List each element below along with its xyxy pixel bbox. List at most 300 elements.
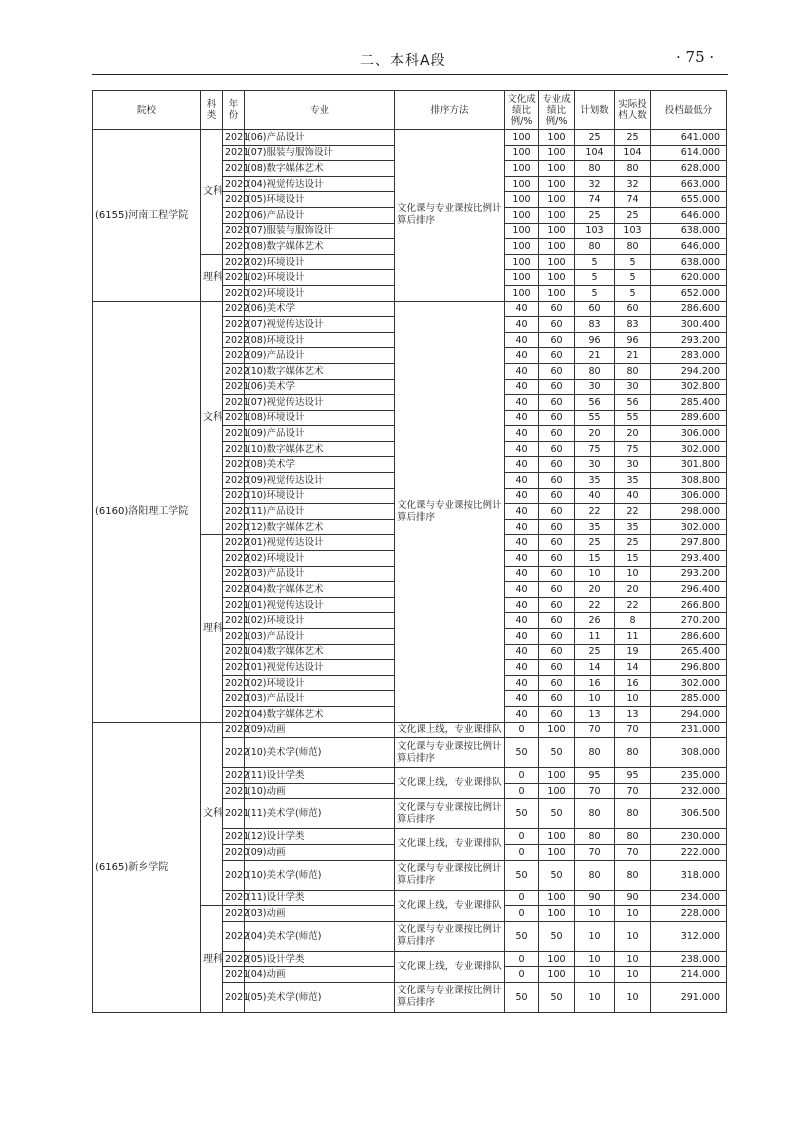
major-ratio: 60 [539, 301, 575, 317]
major-cell: (08)环境设计 [245, 332, 395, 348]
major-ratio: 100 [539, 145, 575, 161]
major-cell: (11)设计学类 [245, 890, 395, 906]
subject-category: 文科 [201, 722, 223, 906]
plan-count: 70 [575, 844, 615, 860]
plan-count: 11 [575, 629, 615, 645]
year-cell: 2022 [223, 348, 245, 364]
admitted-count: 25 [615, 207, 651, 223]
major-cell: (02)环境设计 [245, 613, 395, 629]
culture-ratio: 40 [505, 675, 539, 691]
min-score: 270.200 [651, 613, 727, 629]
culture-ratio: 100 [505, 285, 539, 301]
year-cell: 2021 [223, 441, 245, 457]
plan-count: 40 [575, 488, 615, 504]
year-cell: 2020 [223, 176, 245, 192]
min-score: 663.000 [651, 176, 727, 192]
major-cell: (07)视觉传达设计 [245, 317, 395, 333]
admitted-count: 70 [615, 722, 651, 738]
min-score: 293.200 [651, 332, 727, 348]
culture-ratio: 100 [505, 176, 539, 192]
admitted-count: 80 [615, 829, 651, 845]
admitted-count: 13 [615, 706, 651, 722]
min-score: 628.000 [651, 161, 727, 177]
culture-ratio: 0 [505, 783, 539, 799]
year-cell: 2022 [223, 551, 245, 567]
plan-count: 10 [575, 906, 615, 922]
min-score: 294.000 [651, 706, 727, 722]
plan-count: 83 [575, 317, 615, 333]
major-cell: (03)动画 [245, 906, 395, 922]
culture-ratio: 40 [505, 551, 539, 567]
culture-ratio: 100 [505, 239, 539, 255]
min-score: 265.400 [651, 644, 727, 660]
year-cell: 2020 [223, 706, 245, 722]
section-title: 二、本科A段 [360, 53, 446, 69]
plan-count: 75 [575, 441, 615, 457]
plan-count: 26 [575, 613, 615, 629]
major-ratio: 60 [539, 644, 575, 660]
major-ratio: 100 [539, 207, 575, 223]
plan-count: 80 [575, 363, 615, 379]
culture-ratio: 40 [505, 566, 539, 582]
plan-count: 70 [575, 783, 615, 799]
major-cell: (05)美术学(师范) [245, 982, 395, 1012]
culture-ratio: 40 [505, 348, 539, 364]
culture-ratio: 50 [505, 860, 539, 890]
year-cell: 2020 [223, 504, 245, 520]
admitted-count: 10 [615, 921, 651, 951]
plan-count: 80 [575, 799, 615, 829]
plan-count: 60 [575, 301, 615, 317]
min-score: 293.400 [651, 551, 727, 567]
culture-ratio: 50 [505, 921, 539, 951]
culture-ratio: 0 [505, 722, 539, 738]
admitted-count: 35 [615, 473, 651, 489]
admission-table [92, 90, 727, 1013]
min-score: 298.000 [651, 504, 727, 520]
admitted-count: 35 [615, 519, 651, 535]
major-ratio: 100 [539, 239, 575, 255]
admitted-count: 16 [615, 675, 651, 691]
culture-ratio: 0 [505, 906, 539, 922]
major-cell: (11)美术学(师范) [245, 799, 395, 829]
culture-ratio: 40 [505, 426, 539, 442]
admitted-count: 10 [615, 691, 651, 707]
culture-ratio: 40 [505, 644, 539, 660]
major-ratio: 60 [539, 691, 575, 707]
plan-count: 5 [575, 285, 615, 301]
school-name: (6160)洛阳理工学院 [93, 301, 201, 722]
min-score: 302.000 [651, 441, 727, 457]
admitted-count: 55 [615, 410, 651, 426]
admitted-count: 74 [615, 192, 651, 208]
major-cell: (10)数字媒体艺术 [245, 441, 395, 457]
sort-method: 文化课与专业课按比例计算后排序 [395, 860, 505, 890]
major-ratio: 60 [539, 395, 575, 411]
major-cell: (08)美术学 [245, 457, 395, 473]
admitted-count: 30 [615, 457, 651, 473]
major-ratio: 100 [539, 844, 575, 860]
plan-count: 14 [575, 660, 615, 676]
culture-ratio: 100 [505, 192, 539, 208]
admitted-count: 70 [615, 783, 651, 799]
major-ratio: 60 [539, 597, 575, 613]
major-cell: (03)产品设计 [245, 691, 395, 707]
culture-ratio: 40 [505, 597, 539, 613]
major-ratio: 60 [539, 551, 575, 567]
subject-category: 文科 [201, 301, 223, 535]
sort-method: 文化课与专业课按比例计算后排序 [395, 130, 505, 302]
min-score: 638.000 [651, 254, 727, 270]
admitted-count: 30 [615, 379, 651, 395]
admitted-count: 25 [615, 535, 651, 551]
year-cell: 2020 [223, 207, 245, 223]
admitted-count: 5 [615, 285, 651, 301]
culture-ratio: 40 [505, 317, 539, 333]
culture-ratio: 40 [505, 395, 539, 411]
year-cell: 2022 [223, 317, 245, 333]
major-ratio: 100 [539, 130, 575, 146]
major-ratio: 100 [539, 906, 575, 922]
major-cell: (02)环境设计 [245, 285, 395, 301]
major-cell: (01)视觉传达设计 [245, 597, 395, 613]
culture-ratio: 40 [505, 441, 539, 457]
culture-ratio: 100 [505, 207, 539, 223]
admitted-count: 21 [615, 348, 651, 364]
culture-ratio: 100 [505, 130, 539, 146]
plan-count: 35 [575, 473, 615, 489]
year-cell: 2021 [223, 613, 245, 629]
year-cell: 2020 [223, 660, 245, 676]
min-score: 306.000 [651, 488, 727, 504]
culture-ratio: 40 [505, 519, 539, 535]
table-header-row [93, 91, 727, 130]
major-cell: (07)服装与服饰设计 [245, 145, 395, 161]
min-score: 641.000 [651, 130, 727, 146]
culture-ratio: 100 [505, 254, 539, 270]
plan-count: 13 [575, 706, 615, 722]
major-cell: (06)美术学 [245, 301, 395, 317]
min-score: 222.000 [651, 844, 727, 860]
sort-method: 文化课与专业课按比例计算后排序 [395, 982, 505, 1012]
major-cell: (09)动画 [245, 844, 395, 860]
sort-method: 文化课与专业课按比例计算后排序 [395, 301, 505, 722]
year-cell: 2021 [223, 982, 245, 1012]
sort-method: 文化课上线，专业课排队 [395, 722, 505, 738]
plan-count: 10 [575, 951, 615, 967]
culture-ratio: 40 [505, 691, 539, 707]
min-score: 308.800 [651, 473, 727, 489]
admitted-count: 14 [615, 660, 651, 676]
major-ratio: 50 [539, 860, 575, 890]
year-cell: 2022 [223, 768, 245, 784]
sort-method: 文化课与专业课按比例计算后排序 [395, 921, 505, 951]
major-ratio: 60 [539, 363, 575, 379]
major-ratio: 100 [539, 829, 575, 845]
major-cell: (04)数字媒体艺术 [245, 644, 395, 660]
culture-ratio: 40 [505, 301, 539, 317]
plan-count: 20 [575, 426, 615, 442]
min-score: 652.000 [651, 285, 727, 301]
major-cell: (09)产品设计 [245, 348, 395, 364]
min-score: 293.200 [651, 566, 727, 582]
year-cell: 2021 [223, 379, 245, 395]
plan-count: 80 [575, 829, 615, 845]
major-cell: (03)产品设计 [245, 566, 395, 582]
plan-count: 10 [575, 691, 615, 707]
table-row [93, 301, 727, 317]
major-ratio: 60 [539, 519, 575, 535]
admitted-count: 56 [615, 395, 651, 411]
sort-method: 文化课上线，专业课排队 [395, 829, 505, 860]
major-ratio: 60 [539, 473, 575, 489]
major-cell: (06)产品设计 [245, 130, 395, 146]
admitted-count: 70 [615, 844, 651, 860]
admitted-count: 10 [615, 951, 651, 967]
major-ratio: 100 [539, 951, 575, 967]
culture-ratio: 40 [505, 582, 539, 598]
min-score: 286.600 [651, 629, 727, 645]
year-cell: 2022 [223, 582, 245, 598]
min-score: 655.000 [651, 192, 727, 208]
plan-count: 25 [575, 130, 615, 146]
culture-ratio: 100 [505, 161, 539, 177]
major-cell: (07)服装与服饰设计 [245, 223, 395, 239]
culture-ratio: 100 [505, 145, 539, 161]
major-cell: (06)美术学 [245, 379, 395, 395]
sort-method: 文化课上线，专业课排队 [395, 890, 505, 921]
admitted-count: 83 [615, 317, 651, 333]
min-score: 301.800 [651, 457, 727, 473]
min-score: 228.000 [651, 906, 727, 922]
major-cell: (04)数字媒体艺术 [245, 582, 395, 598]
year-cell: 2021 [223, 426, 245, 442]
column-header: 排序方法 [395, 91, 505, 130]
major-cell: (02)环境设计 [245, 551, 395, 567]
year-cell: 2021 [223, 783, 245, 799]
major-ratio: 50 [539, 738, 575, 768]
major-cell: (05)环境设计 [245, 192, 395, 208]
major-cell: (10)数字媒体艺术 [245, 363, 395, 379]
min-score: 306.000 [651, 426, 727, 442]
school-name: (6155)河南工程学院 [93, 130, 201, 302]
admitted-count: 15 [615, 551, 651, 567]
year-cell: 2022 [223, 301, 245, 317]
admitted-count: 19 [615, 644, 651, 660]
major-cell: (10)动画 [245, 783, 395, 799]
min-score: 308.000 [651, 738, 727, 768]
min-score: 296.400 [651, 582, 727, 598]
major-ratio: 60 [539, 348, 575, 364]
min-score: 238.000 [651, 951, 727, 967]
culture-ratio: 50 [505, 738, 539, 768]
plan-count: 96 [575, 332, 615, 348]
admitted-count: 22 [615, 504, 651, 520]
column-header: 计划数 [575, 91, 615, 130]
major-ratio: 60 [539, 410, 575, 426]
major-ratio: 100 [539, 254, 575, 270]
major-cell: (09)动画 [245, 722, 395, 738]
plan-count: 103 [575, 223, 615, 239]
plan-count: 55 [575, 410, 615, 426]
major-cell: (10)美术学(师范) [245, 738, 395, 768]
major-cell: (09)视觉传达设计 [245, 473, 395, 489]
year-cell: 2020 [223, 519, 245, 535]
culture-ratio: 0 [505, 890, 539, 906]
table-row [93, 130, 727, 146]
plan-count: 80 [575, 161, 615, 177]
major-ratio: 60 [539, 504, 575, 520]
major-ratio: 60 [539, 566, 575, 582]
major-cell: (07)视觉传达设计 [245, 395, 395, 411]
plan-count: 21 [575, 348, 615, 364]
major-ratio: 60 [539, 426, 575, 442]
culture-ratio: 40 [505, 504, 539, 520]
culture-ratio: 40 [505, 660, 539, 676]
culture-ratio: 0 [505, 844, 539, 860]
major-ratio: 100 [539, 722, 575, 738]
plan-count: 104 [575, 145, 615, 161]
year-cell: 2020 [223, 239, 245, 255]
sort-method: 文化课与专业课按比例计算后排序 [395, 799, 505, 829]
year-cell: 2020 [223, 860, 245, 890]
min-score: 214.000 [651, 967, 727, 983]
year-cell: 2021 [223, 799, 245, 829]
min-score: 614.000 [651, 145, 727, 161]
min-score: 266.800 [651, 597, 727, 613]
culture-ratio: 40 [505, 613, 539, 629]
min-score: 232.000 [651, 783, 727, 799]
plan-count: 10 [575, 921, 615, 951]
year-cell: 2020 [223, 488, 245, 504]
major-cell: (04)数字媒体艺术 [245, 706, 395, 722]
subject-category: 理科 [201, 906, 223, 1013]
min-score: 302.000 [651, 519, 727, 535]
admitted-count: 8 [615, 613, 651, 629]
year-cell: 2020 [223, 192, 245, 208]
admitted-count: 10 [615, 906, 651, 922]
year-cell: 2021 [223, 410, 245, 426]
column-header: 文化成绩比例/% [505, 91, 539, 130]
major-ratio: 50 [539, 799, 575, 829]
admitted-count: 80 [615, 239, 651, 255]
plan-count: 80 [575, 860, 615, 890]
major-cell: (02)环境设计 [245, 270, 395, 286]
culture-ratio: 40 [505, 473, 539, 489]
major-ratio: 60 [539, 379, 575, 395]
sort-method: 文化课上线，专业课排队 [395, 951, 505, 982]
admitted-count: 60 [615, 301, 651, 317]
subject-category: 文科 [201, 130, 223, 255]
admitted-count: 10 [615, 566, 651, 582]
plan-count: 70 [575, 722, 615, 738]
plan-count: 80 [575, 738, 615, 768]
year-cell: 2020 [223, 457, 245, 473]
year-cell: 2022 [223, 332, 245, 348]
admitted-count: 80 [615, 363, 651, 379]
major-ratio: 60 [539, 613, 575, 629]
plan-count: 5 [575, 270, 615, 286]
admitted-count: 95 [615, 768, 651, 784]
admitted-count: 5 [615, 270, 651, 286]
plan-count: 30 [575, 379, 615, 395]
page-header [0, 44, 800, 74]
major-ratio: 100 [539, 783, 575, 799]
culture-ratio: 40 [505, 706, 539, 722]
column-header: 实际投档人数 [615, 91, 651, 130]
min-score: 646.000 [651, 239, 727, 255]
major-cell: (02)环境设计 [245, 675, 395, 691]
admitted-count: 10 [615, 967, 651, 983]
admitted-count: 80 [615, 799, 651, 829]
table-body [93, 130, 727, 1013]
min-score: 285.400 [651, 395, 727, 411]
column-header: 年份 [223, 91, 245, 130]
major-ratio: 60 [539, 535, 575, 551]
year-cell: 2020 [223, 844, 245, 860]
year-cell: 2022 [223, 722, 245, 738]
year-cell: 2021 [223, 644, 245, 660]
year-cell: 2022 [223, 951, 245, 967]
subject-category: 理科 [201, 535, 223, 722]
sort-method: 文化课与专业课按比例计算后排序 [395, 738, 505, 768]
major-ratio: 60 [539, 675, 575, 691]
major-cell: (06)产品设计 [245, 207, 395, 223]
min-score: 312.000 [651, 921, 727, 951]
major-ratio: 60 [539, 332, 575, 348]
admitted-count: 103 [615, 223, 651, 239]
culture-ratio: 0 [505, 829, 539, 845]
year-cell: 2020 [223, 285, 245, 301]
culture-ratio: 40 [505, 457, 539, 473]
major-ratio: 100 [539, 161, 575, 177]
year-cell: 2022 [223, 906, 245, 922]
culture-ratio: 40 [505, 629, 539, 645]
year-cell: 2021 [223, 597, 245, 613]
culture-ratio: 50 [505, 799, 539, 829]
major-ratio: 100 [539, 890, 575, 906]
major-cell: (04)美术学(师范) [245, 921, 395, 951]
subject-category: 理科 [201, 254, 223, 301]
culture-ratio: 100 [505, 223, 539, 239]
plan-count: 30 [575, 457, 615, 473]
year-cell: 2021 [223, 829, 245, 845]
column-header: 院校 [93, 91, 201, 130]
major-cell: (11)设计学类 [245, 768, 395, 784]
admitted-count: 40 [615, 488, 651, 504]
major-ratio: 60 [539, 488, 575, 504]
major-cell: (08)数字媒体艺术 [245, 239, 395, 255]
plan-count: 20 [575, 582, 615, 598]
major-ratio: 60 [539, 317, 575, 333]
admitted-count: 80 [615, 738, 651, 768]
min-score: 646.000 [651, 207, 727, 223]
min-score: 302.000 [651, 675, 727, 691]
plan-count: 10 [575, 967, 615, 983]
culture-ratio: 0 [505, 967, 539, 983]
plan-count: 5 [575, 254, 615, 270]
min-score: 297.800 [651, 535, 727, 551]
plan-count: 25 [575, 535, 615, 551]
plan-count: 95 [575, 768, 615, 784]
table-row [93, 722, 727, 738]
year-cell: 2021 [223, 629, 245, 645]
min-score: 296.800 [651, 660, 727, 676]
plan-count: 10 [575, 982, 615, 1012]
major-cell: (09)产品设计 [245, 426, 395, 442]
culture-ratio: 0 [505, 768, 539, 784]
admitted-count: 22 [615, 597, 651, 613]
